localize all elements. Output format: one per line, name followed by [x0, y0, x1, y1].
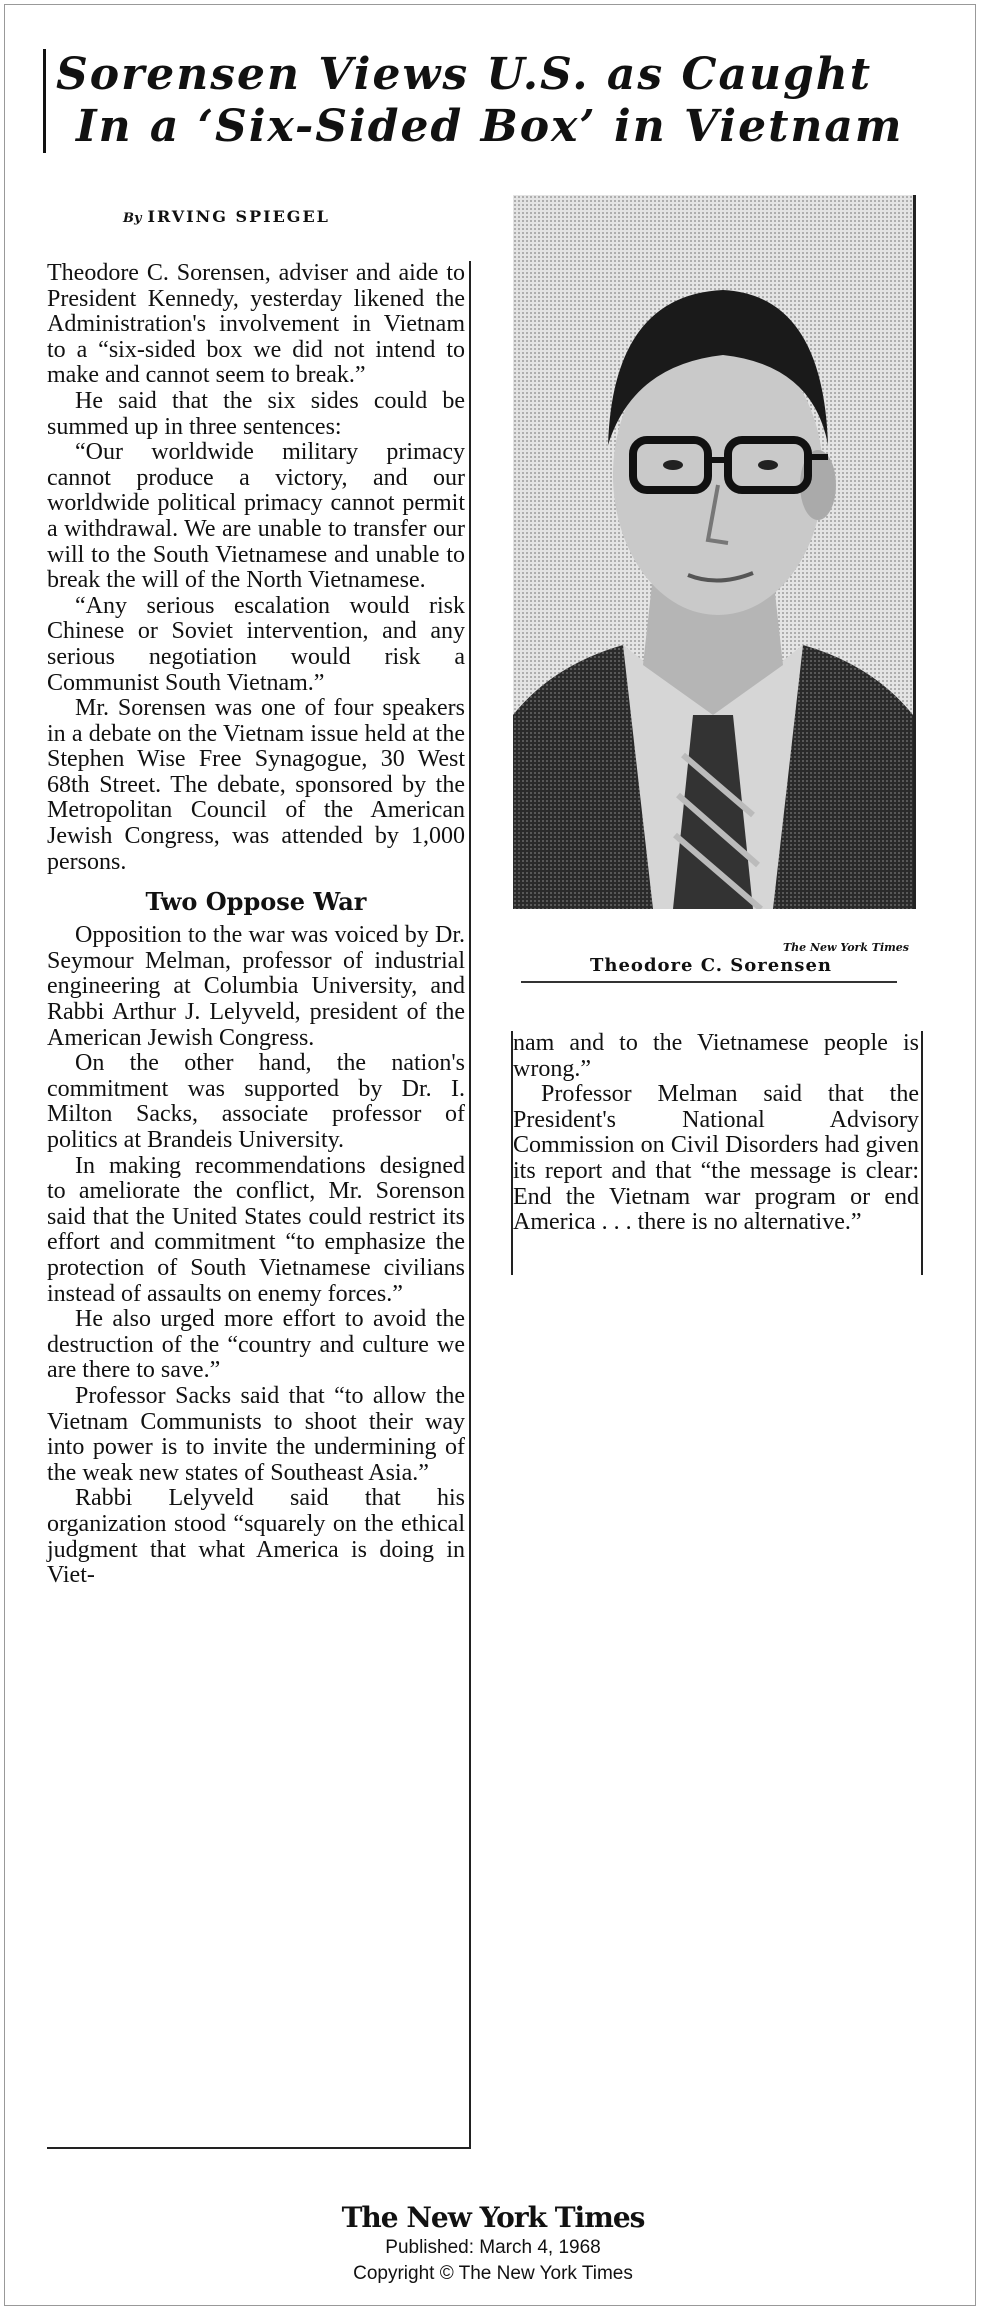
caption-rule	[521, 981, 897, 983]
headline-line-1: Sorensen Views U.S. as Caught	[56, 49, 873, 100]
article-paragraph: Professor Melman said that the President's National Advisory Commission on Civil Disorders had given its report and that “the message is clear: End the Vietnam war program or end America . . . there is no alternative.”	[513, 1081, 919, 1236]
published-date: Published: March 4, 1968	[385, 2237, 601, 2258]
headline	[43, 49, 956, 153]
article-subhead: Two Oppose War	[145, 887, 367, 917]
article-paragraph: Opposition to the war was voiced by Dr. Seymour Melman, professor of industrial engineering at Columbia University, and Rabbi Arthur J. Lelyveld, president of the American Jewish Congress.	[47, 922, 465, 1051]
newspaper-clipping	[4, 4, 976, 2306]
article-paragraph: On the other hand, the nation's commitment was supported by Dr. I. Milton Sacks, associate professor of politics at Brandeis University.	[47, 1050, 465, 1153]
headline-line-2: In a ‘Six-Sided Box’ in Vietnam	[76, 101, 904, 152]
article-paragraph: “Our worldwide military primacy cannot produce a victory, and our worldwide political primacy cannot permit a withdrawal. We are unable to transfer our will to the South Vietnamese and unable to break the will of the North Vietnamese.	[47, 439, 465, 594]
article-paragraph: Theodore C. Sorensen, adviser and aide to President Kennedy, yesterday likened the Administration's involvement in Vietnam to a “six-sided box we did not intend to make and cannot seem to break.”	[47, 260, 465, 389]
photo-caption: Theodore C. Sorensen	[590, 955, 832, 976]
byline-author: IRVING SPIEGEL	[147, 207, 330, 226]
byline	[123, 207, 330, 226]
portrait-illustration	[513, 195, 913, 909]
article-column-left	[47, 261, 471, 2147]
article-column-right	[511, 1031, 923, 1275]
article-paragraph: “Any serious escalation would risk Chinese or Soviet intervention, and any serious negotiation would risk a Communist South Vietnam.”	[47, 592, 465, 696]
column-bottom-rule	[47, 2147, 471, 2149]
article-paragraph: He also urged more effort to avoid the destruction of the “country and culture we are there to save.”	[47, 1306, 465, 1384]
nyt-masthead-logo: The New York Times	[341, 2201, 645, 2234]
article-paragraph: Rabbi Lelyveld said that his organization stood “squarely on the ethical judgment that what America is doing in Viet-	[47, 1485, 465, 1589]
byline-prefix: By	[123, 211, 142, 226]
article-paragraph: Mr. Sorensen was one of four speakers in a debate on the Vietnam issue held at the Stephen Wise Free Synagogue, 30 West 68th Street. The debate, sponsored by the Metropolitan Council of the American Jewish Congress, was attended by 1,000 persons.	[47, 695, 465, 875]
article-paragraph: nam and to the Vietnamese people is wrong.”	[513, 1030, 919, 1082]
photo-credit: The New York Times	[782, 941, 909, 954]
article-paragraph: In making recommendations designed to ameliorate the conflict, Mr. Sorenson said that the United States could restrict its effort and commitment “to emphasize the protection of South Vietnamese civilians instead of assaults on enemy forces.”	[47, 1152, 465, 1307]
article-paragraph: He said that the six sides could be summed up in three sentences:	[47, 387, 465, 440]
footer	[5, 2201, 981, 2287]
article-paragraph: Professor Sacks said that “to allow the Vietnam Communists to shoot their way into power is to invite the undermining of the weak new states of Southeast Asia.”	[47, 1382, 465, 1486]
copyright-notice: Copyright © The New York Times	[353, 2263, 633, 2284]
portrait-photo	[513, 195, 916, 909]
